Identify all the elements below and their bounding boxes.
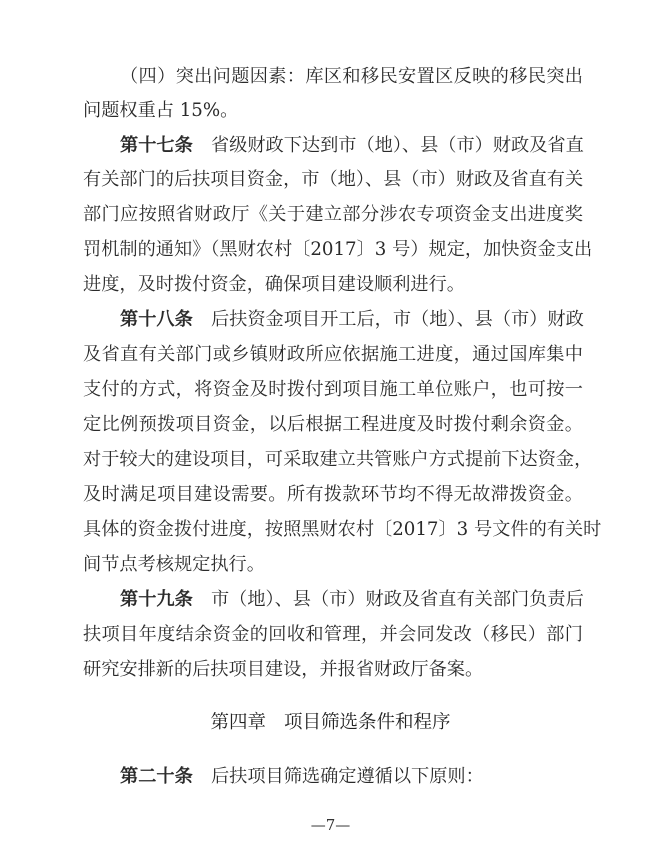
- paragraph-line: 具体的资金拨付进度，按照黑财农村〔2017〕3 号文件的有关时: [83, 519, 602, 540]
- paragraph-line: 有关部门的后扶项目资金，市（地）、县（市）财政及省直有关: [83, 169, 584, 190]
- article-20-first-line: [120, 762, 583, 792]
- article-text: 后扶资金项目开工后，市（地）、县（市）财政: [210, 309, 584, 330]
- article-text: 后扶项目筛选确定遵循以下原则：: [210, 766, 484, 787]
- paragraph-line: 间节点考核规定执行。: [83, 554, 265, 575]
- paragraph-line: 研究安排新的后扶项目建设，并报省财政厅备案。: [83, 659, 484, 680]
- article-19-first-line: [120, 585, 583, 615]
- chapter-heading: [0, 708, 661, 738]
- article-17-first-line: [120, 131, 583, 161]
- paragraph-line: 及时满足项目建设需要。所有拨款环节均不得无故滞拨资金。: [83, 484, 583, 505]
- paragraph-line: 罚机制的通知》（黑财农村〔2017〕3 号）规定，加快资金支出: [83, 239, 593, 260]
- paragraph-line: 进度，及时拨付资金，确保项目建设顺利进行。: [83, 274, 465, 295]
- article-20-heading: 第二十条: [120, 766, 193, 787]
- page-number: —7—: [310, 816, 351, 834]
- paragraph-line: 支付的方式，将资金及时拨付到项目施工单位账户，也可按一: [83, 379, 583, 400]
- article-17-heading: 第十七条: [120, 135, 193, 156]
- paragraph-line: 及省直有关部门或乡镇财政所应依据施工进度，通过国库集中: [83, 344, 583, 365]
- paragraph-line: （四）突出问题因素：库区和移民安置区反映的移民突出: [120, 66, 583, 87]
- article-text: 市（地）、县（市）财政及省直有关部门负责后: [210, 589, 584, 610]
- paragraph-line: 对于较大的建设项目，可采取建立共管账户方式提前下达资金，: [83, 449, 593, 470]
- article-18-first-line: [120, 305, 583, 335]
- article-text: 省级财政下达到市（地）、县（市）财政及省直: [210, 135, 584, 156]
- paragraph-line: 扶项目年度结余资金的回收和管理，并会同发改（移民）部门: [83, 624, 583, 645]
- chapter-label: 第四章: [210, 712, 266, 733]
- paragraph-line: 定比例预拨项目资金，以后根据工程进度及时拨付剩余资金。: [83, 414, 583, 435]
- article-19-heading: 第十九条: [120, 589, 193, 610]
- paragraph-line: 问题权重占 15%。: [83, 100, 239, 121]
- paragraph-line: 部门应按照省财政厅《关于建立部分涉农专项资金支出进度奖: [83, 204, 583, 225]
- article-18-heading: 第十八条: [120, 309, 193, 330]
- chapter-title: 项目筛选条件和程序: [284, 712, 451, 733]
